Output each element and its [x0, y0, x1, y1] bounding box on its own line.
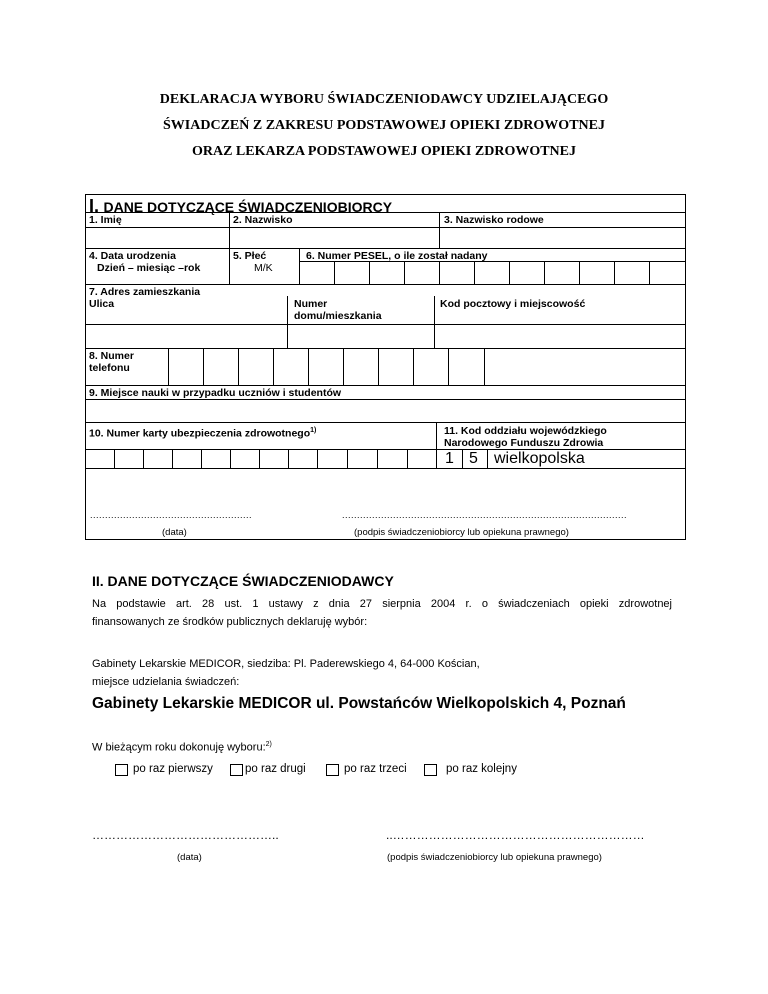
label-birth-date-format: Dzień – miesiąc –rok [97, 262, 201, 274]
postal-code-field[interactable] [435, 325, 685, 347]
label-first-name: 1. Imię [89, 214, 122, 226]
doc-title-line-2: ŚWIADCZEŃ Z ZAKRESU PODSTAWOWEJ OPIEKI ZDROWOTNEJ [163, 118, 605, 133]
choice-label: W bieżącym roku dokonuję wyboru:$^{2)}$ [92, 741, 272, 754]
signature-label-2: (podpis świadczeniobiorcy lub opiekuna prawnego) [387, 852, 602, 863]
label-postal-code: Kod pocztowy i miejscowość [440, 298, 586, 310]
doc-title-line-1: DEKLARACJA WYBORU ŚWIADCZENIODAWCY UDZIELAJĄCEGO [159, 92, 609, 107]
street-field[interactable] [86, 325, 286, 347]
option-first-time-label: po raz pierwszy [133, 763, 213, 775]
declaration-paragraph-line-1: Na podstawie art. 28 ust. 1 ustawy z dnia 27 sierpnia 2004 r. o świadczeniach opieki zdrowotnej [92, 598, 672, 610]
nfz-branch-name: wielkopolska [494, 450, 585, 467]
label-phone: 8. Numer telefonu [89, 350, 134, 374]
section-1-heading: I. DANE DOTYCZĄCE ŚWIADCZENIOBIORCY [89, 196, 393, 216]
label-street: Ulica [89, 298, 115, 310]
checkbox-second-time[interactable] [230, 764, 243, 776]
signature-label-1: (podpis świadczeniobiorcy lub opiekuna prawnego) [354, 527, 569, 538]
label-last-name: 2. Nazwisko [233, 214, 293, 226]
checkbox-next-time[interactable] [424, 764, 437, 776]
declaration-paragraph-line-2: finansowanych ze środków publicznych deklaruję wybór: [92, 616, 368, 628]
label-school: 9. Miejsce nauki w przypadku uczniów i studentów [89, 387, 342, 399]
label-sex: 5. Płeć [233, 250, 267, 262]
date-dots-2[interactable]: ……………………………………….. [92, 828, 279, 842]
option-second-time-label: po raz drugi [245, 763, 306, 775]
date-dots-1[interactable]: ...................................................... [90, 510, 253, 520]
sex-field[interactable] [230, 272, 298, 283]
option-third-time-label: po raz trzeci [344, 763, 407, 775]
checkbox-third-time[interactable] [326, 764, 339, 776]
label-insurance-card: 10. Numer karty ubezpieczenia zdrowotnego$^{1)}$ [89, 427, 317, 440]
pesel-boxes [299, 261, 686, 284]
first-name-field[interactable] [86, 228, 228, 247]
label-pesel: 6. Numer PESEL, o ile został nadany [306, 250, 488, 262]
label-birth-date: 4. Data urodzenia [89, 250, 176, 262]
label-nfz-code-sub: Narodowego Funduszu Zdrowia [444, 437, 604, 449]
signature-dots-2[interactable]: ..……………………………………………………… [386, 828, 645, 842]
last-name-field[interactable] [230, 228, 438, 247]
service-place: Gabinety Lekarskie MEDICOR ul. Powstańców Wielkopolskich 4, Poznań [92, 695, 626, 712]
nfz-code-digit-1: 1 [445, 450, 454, 467]
insurance-card-boxes[interactable] [85, 449, 437, 468]
label-family-name: 3. Nazwisko rodowe [444, 214, 544, 226]
family-name-field[interactable] [440, 228, 685, 247]
school-field[interactable] [86, 400, 685, 421]
place-label: miejsce udzielania świadczeń: [92, 676, 240, 688]
checkbox-first-time[interactable] [115, 764, 128, 776]
phone-boxes[interactable] [168, 348, 485, 385]
provider-name: Gabinety Lekarskie MEDICOR, siedziba: Pl. Paderewskiego 4, 64-000 Kościan, [92, 658, 480, 670]
label-address: 7. Adres zamieszkania [89, 286, 201, 298]
section-2-heading: II. DANE DOTYCZĄCE ŚWIADCZENIODAWCY [92, 573, 394, 589]
house-number-field[interactable] [288, 325, 433, 347]
birth-date-field[interactable] [86, 272, 228, 283]
date-label-2: (data) [177, 852, 202, 863]
label-sex-format: M/K [254, 262, 273, 274]
nfz-code-digit-2: 5 [469, 450, 478, 467]
option-next-time-label: po raz kolejny [446, 763, 517, 775]
doc-title-line-3: ORAZ LEKARZA PODSTAWOWEJ OPIEKI ZDROWOTNEJ [191, 144, 577, 159]
label-nfz-code: 11. Kod oddziału wojewódzkiego [444, 425, 607, 437]
date-label-1: (data) [162, 527, 187, 538]
label-house-number: Numer domu/mieszkania [294, 298, 382, 322]
signature-dots-1[interactable]: ............................................................................................... [342, 510, 628, 520]
